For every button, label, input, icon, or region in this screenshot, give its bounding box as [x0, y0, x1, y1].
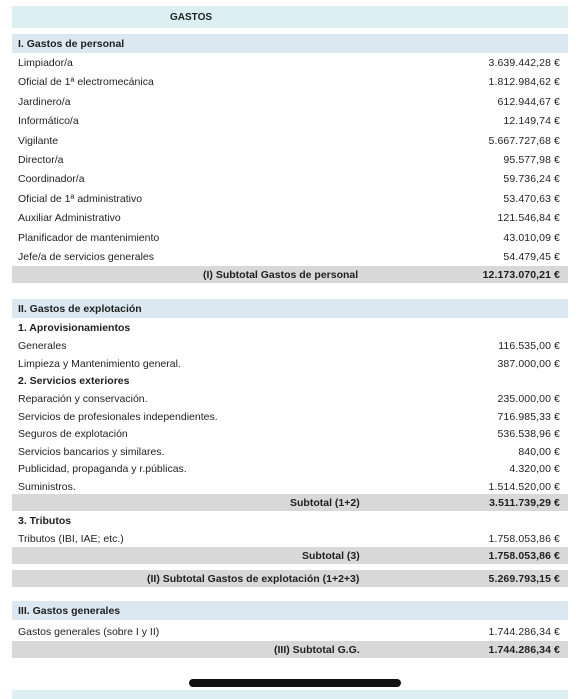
total-value: 5.269.793,15 €	[488, 572, 560, 585]
row-label: Jardinero/a	[18, 95, 71, 108]
row-value: 536.538,96 €	[497, 428, 560, 441]
subtotal-value: 3.511.739,29 €	[489, 497, 560, 510]
row-label: Suministros.	[18, 480, 76, 493]
subtotal-label: Subtotal (3)	[302, 549, 360, 562]
row-value: 1.812.984,62 €	[488, 76, 560, 89]
table-row	[12, 529, 568, 547]
expenses-table	[12, 6, 568, 658]
row-value: 612.944,67 €	[497, 95, 560, 108]
row-value: 12.149,74 €	[503, 115, 560, 128]
row-value: 387.000,00 €	[497, 357, 560, 370]
row-label: Limpieza y Mantenimiento general.	[18, 357, 181, 370]
table-row	[12, 111, 568, 130]
subtotal-personal	[12, 266, 568, 283]
table-row	[12, 424, 568, 442]
row-label: Servicios bancarios y similares.	[18, 445, 165, 458]
row-value: 59.736,24 €	[503, 173, 560, 186]
row-value: 1.514.520,00 €	[488, 480, 560, 493]
row-value: 5.667.727,68 €	[488, 134, 560, 147]
total-explotacion	[12, 570, 568, 587]
table-row	[12, 53, 568, 72]
row-label: Vigilante	[18, 134, 59, 147]
table-row	[12, 354, 568, 372]
subsection-title: 3. Tributos	[18, 515, 72, 528]
table-row	[12, 442, 568, 460]
row-value: 43.010,09 €	[503, 231, 560, 244]
subsection-title: 2. Servicios exteriores	[18, 375, 130, 388]
table-row	[12, 131, 568, 150]
table-row	[12, 336, 568, 354]
section-generales-header	[12, 601, 568, 620]
row-label: Servicios de profesionales independientes.	[18, 410, 218, 423]
row-label: Coordinador/a	[18, 173, 85, 186]
table-row	[12, 189, 568, 208]
table-row	[12, 150, 568, 169]
row-label: Tributos (IBI, IAE; etc.)	[18, 533, 124, 546]
row-label: Publicidad, propaganda y r.públicas.	[18, 463, 187, 476]
subtotal-value: 1.744.286,34 €	[488, 643, 560, 656]
row-value: 840,00 €	[518, 445, 560, 458]
row-value: 235.000,00 €	[497, 393, 560, 406]
row-value: 121.546,84 €	[497, 212, 560, 225]
row-label: Limpiador/a	[18, 57, 73, 69]
table-row	[12, 477, 568, 495]
row-label: Informático/a	[18, 115, 79, 128]
table-row	[12, 208, 568, 227]
table-row	[12, 92, 568, 111]
row-value: 95.577,98 €	[503, 153, 560, 166]
table-row	[12, 407, 568, 425]
row-label: Planificador de mantenimiento	[18, 231, 160, 244]
row-value: 1.758.053,86 €	[488, 533, 560, 546]
row-value: 1.744.286,34 €	[488, 625, 560, 638]
row-label: Generales	[18, 340, 67, 353]
row-label: Jefe/a de servicios generales	[18, 250, 154, 263]
row-label: Auxiliar Administrativo	[18, 212, 121, 225]
row-value: 53.470,63 €	[503, 192, 560, 205]
subtotal-label: (III) Subtotal G.G.	[274, 643, 360, 656]
section-personal-header	[12, 34, 568, 53]
subtotal-label: (I) Subtotal Gastos de personal	[203, 269, 359, 282]
total-label: (II) Subtotal Gastos de explotación (1+2+3)	[147, 572, 360, 585]
subsection-servicios	[12, 371, 568, 389]
table-row	[12, 389, 568, 407]
row-label: Oficial de 1ª administrativo	[18, 192, 143, 205]
table-row	[12, 228, 568, 247]
subtotal-label: Subtotal (1+2)	[290, 497, 360, 510]
row-value: 3.639.442,28 €	[488, 57, 560, 69]
table-title: GASTOS	[170, 12, 213, 23]
table-row	[12, 72, 568, 91]
table-header	[12, 6, 568, 28]
table-row	[12, 247, 568, 266]
section-explotacion-header	[12, 299, 568, 318]
row-value: 116.535,00 €	[498, 340, 560, 353]
subtotal-value: 1.758.053,86 €	[488, 549, 560, 562]
row-value: 716.985,33 €	[497, 410, 560, 423]
row-value: 54.479,45 €	[503, 250, 560, 263]
row-label: Oficial de 1ª electromecánica	[18, 76, 154, 89]
row-label: Director/a	[18, 153, 64, 166]
subtotal-value: 12.173.070,21 €	[482, 269, 560, 282]
subsection-title: 1. Aprovisionamientos	[18, 322, 131, 335]
row-label: Seguros de explotación	[18, 428, 128, 441]
row-label: Gastos generales (sobre I y II)	[18, 625, 160, 638]
table-row	[12, 169, 568, 188]
subsection-tributos	[12, 511, 568, 529]
table-row	[12, 620, 568, 641]
subtotal-generales	[12, 641, 568, 658]
table-row	[12, 459, 568, 477]
subtotal-3	[12, 547, 568, 564]
row-value: 4.320,00 €	[509, 463, 560, 476]
subsection-aprovisionamientos	[12, 318, 568, 336]
row-label: Reparación y conservación.	[18, 393, 148, 406]
next-section-strip	[12, 690, 568, 699]
subtotal-1-2	[12, 494, 568, 511]
section-title: II. Gastos de explotación	[18, 303, 142, 316]
section-title: III. Gastos generales	[18, 604, 121, 617]
home-indicator[interactable]	[189, 679, 401, 687]
section-title: I. Gastos de personal	[18, 38, 125, 50]
